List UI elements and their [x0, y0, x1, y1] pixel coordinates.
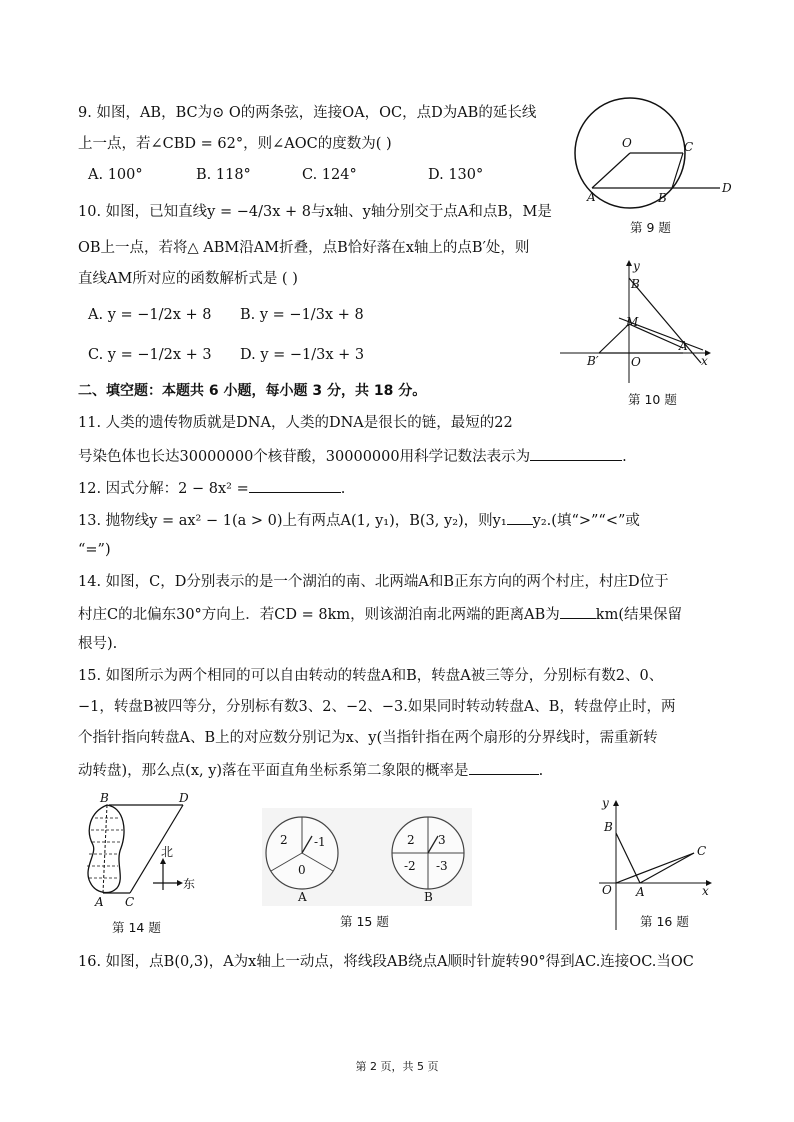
fig14-label-north: 北	[161, 845, 174, 859]
q10-line3: 直线AM所对应的函数解析式是 ( )	[78, 271, 298, 287]
fig10-line-mb2	[599, 324, 629, 353]
fig14-line-dc	[130, 805, 183, 893]
fig10-label-a: A	[679, 339, 688, 353]
fig10-label-y: y	[633, 259, 640, 273]
q9-option-c: C. 124°	[302, 167, 357, 183]
fig16-label-b: B	[604, 820, 613, 834]
fig16-label-y: y	[602, 796, 609, 810]
fig16-label-x: x	[702, 884, 709, 898]
q15-line4	[78, 760, 543, 780]
q12-text: 12. 因式分解：2 − 8x² =	[78, 481, 249, 497]
section-title: 二、填空题：本题共 6 小题，每小题 3 分，共 18 分。	[78, 383, 427, 399]
q15-line2: −1，转盘B被四等分，分别标有数3、2、−2、−3.如果同时转动转盘A、B，转盘停止时，两	[78, 699, 676, 715]
fig9-label-o: O	[622, 136, 632, 150]
fig14-label-d: D	[179, 791, 189, 805]
q13-text-end: y₂.(填“>”“<”或	[532, 513, 640, 529]
fig9-label-a: A	[587, 190, 596, 204]
figure-16	[594, 795, 719, 930]
q11-end: .	[622, 449, 627, 465]
q11-answer-blank[interactable]	[530, 446, 622, 461]
fig16-label-a: A	[636, 885, 645, 899]
fig10-label-o: O	[631, 355, 641, 369]
q10-option-c: C. y = −1/2x + 3	[88, 347, 212, 363]
q15-end: .	[538, 763, 544, 779]
fig10-label-m: M	[626, 315, 639, 329]
fig16-line-bc	[616, 833, 694, 853]
q12-answer-blank[interactable]	[249, 478, 341, 493]
q14-line3: 根号).	[78, 636, 118, 652]
q11-line1: 11. 人类的遗传物质就是DNA，人类的DNA是很长的链，最短的22	[78, 415, 513, 431]
q15-line1: 15. 如图所示为两个相同的可以自由转动的转盘A和B，转盘A被三等分，分别标有数2、0、	[78, 668, 664, 684]
fig16-line-ac	[640, 853, 694, 883]
fig10-caption: 第 10 题	[628, 392, 677, 407]
q14-text: 村庄C的北偏东30°方向上．若CD = 8km，则该湖泊南北两端的距离AB为	[78, 607, 560, 623]
figure-10	[555, 258, 715, 388]
q9-option-b: B. 118°	[196, 167, 251, 183]
fig10-label-b-prime: B′	[587, 354, 599, 368]
figure-9	[570, 95, 750, 235]
fig16-label-c: C	[697, 844, 707, 858]
q11-line2	[78, 446, 627, 466]
fig14-label-a: A	[95, 895, 104, 909]
fig9-line-oa	[592, 153, 630, 188]
fig16-label-o: O	[602, 883, 612, 897]
fig14-label-c: C	[125, 895, 135, 909]
q14-text-end: km(结果保留	[595, 607, 682, 623]
q10-line1: 10. 如图，已知直线y = −4/3x + 8与x轴、y轴分别交于点A和点B，M是	[78, 204, 552, 220]
figure-14	[75, 790, 215, 910]
q14-answer-blank[interactable]	[560, 604, 596, 619]
q15-line3: 个指针指向转盘A、B上的对应数分别记为x、y(当指针指在两个扇形的分界线时，需重新转	[78, 730, 658, 746]
fig15-caption: 第 15 题	[340, 914, 389, 929]
fig14-caption: 第 14 题	[112, 920, 161, 935]
q10-option-b: B. y = −1/3x + 8	[240, 307, 364, 323]
fig9-label-b: B	[658, 191, 667, 205]
fig10-label-x: x	[701, 354, 708, 368]
q10-line2: OB上一点，若将△ ABM沿AM折叠，点B恰好落在x轴上的点B′处，则	[78, 240, 530, 256]
fig9-label-c: C	[684, 140, 694, 154]
q15-answer-blank[interactable]	[469, 760, 539, 775]
fig15-disk-b-label: B	[424, 890, 433, 904]
q14-line2	[78, 604, 682, 624]
q15-text: 动转盘)，那么点(x, y)落在平面直角坐标系第二象限的概率是	[78, 763, 469, 779]
figure-15	[262, 808, 472, 906]
fig14-label-east: 东	[183, 877, 196, 891]
q13-line2: “=”)	[78, 542, 111, 558]
q9-option-d: D. 130°	[428, 167, 484, 183]
fig14-label-b: B	[100, 791, 109, 805]
fig15-disk-a-number-0: 0	[298, 863, 306, 877]
q12-end: .	[340, 481, 346, 497]
fig15-disk-a-number-2: 2	[280, 833, 288, 847]
fig16-caption: 第 16 题	[640, 914, 689, 929]
fig10-label-b: B	[631, 277, 640, 291]
q9-line1: 9. 如图，AB，BC为⊙ O的两条弦，连接OA，OC，点D为AB的延长线	[78, 105, 537, 121]
q12-line	[78, 478, 345, 498]
fig15-disk-b-number-3: 3	[438, 833, 446, 847]
page-footer: 第 2 页，共 5 页	[355, 1060, 439, 1073]
q11-text: 号染色体也长达30000000个核苷酸，30000000用科学记数法表示为	[78, 449, 531, 465]
q9-option-a: A. 100°	[88, 167, 143, 183]
q13-line1	[78, 510, 640, 530]
fig10-y-arrow	[626, 260, 632, 266]
q13-text: 13. 抛物线y = ax² − 1(a > 0)上有两点A(1, y₁)，B(3, y₂)，则y₁	[78, 513, 507, 529]
fig16-y-arrow	[613, 800, 619, 806]
fig15-disk-b-number-minus2: -2	[404, 859, 416, 873]
q9-line2: 上一点，若∠CBD = 62°，则∠AOC的度数为( )	[78, 136, 392, 152]
q16-line1: 16. 如图，点B(0,3)，A为x轴上一动点，将线段AB绕点A顺时针旋转90°得到AC.连接OC.当OC	[78, 954, 694, 970]
q10-option-a: A. y = −1/2x + 8	[88, 307, 212, 323]
q13-answer-blank[interactable]	[507, 510, 533, 525]
fig15-disk-b-number-2: 2	[407, 833, 415, 847]
q10-option-d: D. y = −1/3x + 3	[240, 347, 365, 363]
fig15-disk-a-label: A	[298, 890, 307, 904]
fig9-label-d: D	[722, 181, 732, 195]
q14-line1: 14. 如图，C，D分别表示的是一个湖泊的南、北两端A和B正东方向的两个村庄，村庄D位于	[78, 574, 669, 590]
fig9-caption: 第 9 题	[630, 220, 671, 235]
fig15-disk-a-number-minus1: -1	[314, 835, 326, 849]
fig14-lake-hatching	[87, 818, 123, 878]
fig15-disk-b-number-minus3: -3	[436, 859, 448, 873]
